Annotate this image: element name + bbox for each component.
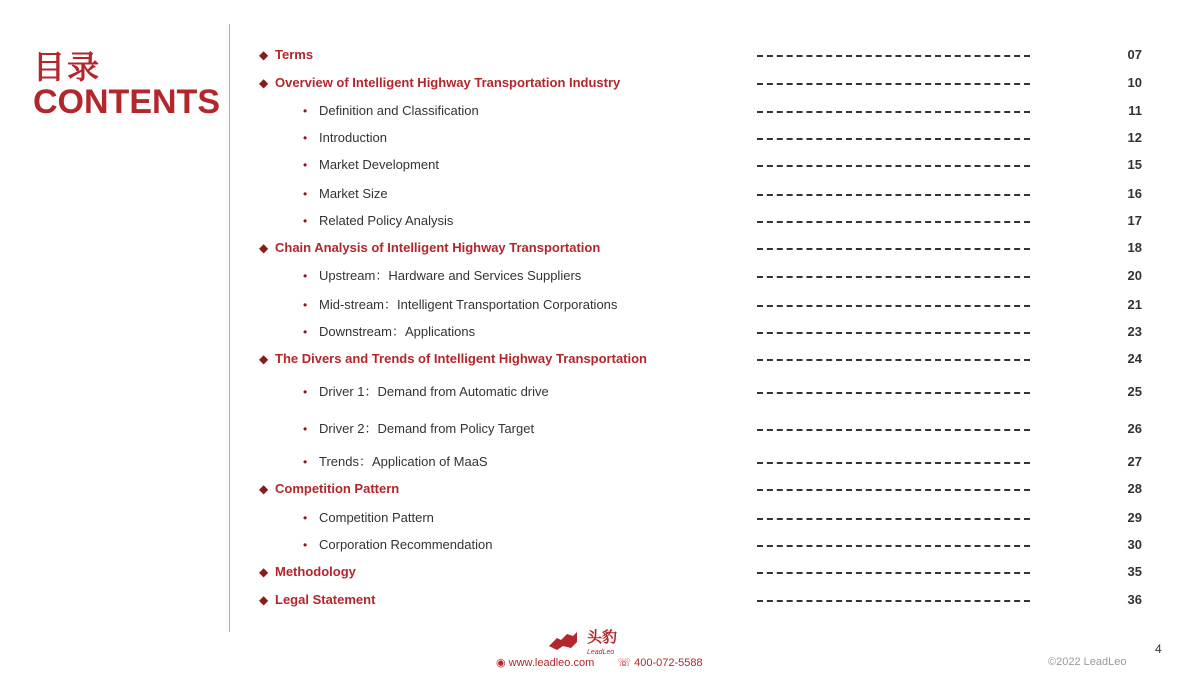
toc-page-number: 27 <box>1127 454 1142 469</box>
toc-entry-label: Competition Pattern <box>275 481 400 496</box>
dotted-leader <box>757 600 1030 602</box>
dotted-leader <box>757 462 1030 464</box>
toc-row[interactable] <box>0 184 1200 204</box>
dot-bullet-icon: • <box>303 385 308 399</box>
toc-entry-label: Definition and Classification <box>319 103 479 118</box>
toc-row[interactable] <box>0 322 1200 342</box>
toc-page-number: 28 <box>1127 481 1142 496</box>
dot-bullet-icon: • <box>303 422 308 436</box>
logo-text-en: LeadLeo <box>587 649 615 656</box>
diamond-bullet-icon: ◆ <box>259 241 269 255</box>
page-title-zh: 目录 <box>33 48 102 86</box>
toc-page-number: 18 <box>1127 240 1142 255</box>
toc-entry-label: Trends：Application of MaaS <box>319 454 488 469</box>
toc-page-number: 17 <box>1127 213 1142 228</box>
dotted-leader <box>757 392 1030 394</box>
toc-entry-label: Corporation Recommendation <box>319 537 493 552</box>
dotted-leader <box>757 55 1030 57</box>
toc-entry-label: Terms <box>275 47 314 62</box>
toc-row[interactable] <box>0 382 1200 402</box>
leadleo-logo <box>547 624 627 658</box>
dotted-leader <box>757 332 1030 334</box>
dot-bullet-icon: • <box>303 187 308 201</box>
copyright-text: ©2022 LeadLeo <box>1048 656 1127 668</box>
toc-page-number: 21 <box>1127 297 1142 312</box>
dot-bullet-icon: • <box>303 104 308 118</box>
toc-page-number: 15 <box>1127 157 1142 172</box>
dot-bullet-icon: • <box>303 158 308 172</box>
toc-row[interactable] <box>0 535 1200 555</box>
dotted-leader <box>757 572 1030 574</box>
toc-entry-label: Upstream：Hardware and Services Suppliers <box>319 268 582 283</box>
page-number: 4 <box>1155 642 1162 656</box>
dotted-leader <box>757 248 1030 250</box>
toc-row[interactable] <box>0 73 1200 93</box>
toc-page-number: 25 <box>1127 384 1142 399</box>
dotted-leader <box>757 276 1030 278</box>
toc-page-number: 07 <box>1127 47 1142 62</box>
toc-entry-label: Market Size <box>319 186 388 201</box>
leopard-icon <box>549 632 577 650</box>
toc-row[interactable] <box>0 562 1200 582</box>
toc-entry-label: Chain Analysis of Intelligent Highway Transportation <box>275 240 601 255</box>
diamond-bullet-icon: ◆ <box>259 482 269 496</box>
toc-page-number: 16 <box>1127 186 1142 201</box>
dotted-leader <box>757 221 1030 223</box>
dotted-leader <box>757 429 1030 431</box>
website-link[interactable]: ◉ www.leadleo.com <box>496 657 595 669</box>
dot-bullet-icon: • <box>303 214 308 228</box>
dot-bullet-icon: • <box>303 131 308 145</box>
dot-bullet-icon: • <box>303 325 308 339</box>
dotted-leader <box>757 545 1030 547</box>
dot-bullet-icon: • <box>303 455 308 469</box>
toc-row[interactable] <box>0 128 1200 148</box>
dot-bullet-icon: • <box>303 269 308 283</box>
toc-row[interactable] <box>0 590 1200 610</box>
dotted-leader <box>757 489 1030 491</box>
toc-entry-label: Competition Pattern <box>319 510 434 525</box>
diamond-bullet-icon: ◆ <box>259 593 269 607</box>
diamond-bullet-icon: ◆ <box>259 565 269 579</box>
dot-bullet-icon: • <box>303 511 308 525</box>
toc-entry-label: Methodology <box>275 564 356 579</box>
toc-page-number: 12 <box>1127 130 1142 145</box>
toc-row[interactable] <box>0 508 1200 528</box>
dotted-leader <box>757 194 1030 196</box>
toc-row[interactable] <box>0 155 1200 175</box>
toc-entry-label: Mid-stream：Intelligent Transportation Corporations <box>319 297 618 312</box>
diamond-bullet-icon: ◆ <box>259 48 269 62</box>
toc-entry-label: Driver 2：Demand from Policy Target <box>319 421 535 436</box>
toc-page-number: 11 <box>1128 103 1142 118</box>
toc-page-number: 24 <box>1127 351 1142 366</box>
dotted-leader <box>757 138 1030 140</box>
toc-entry-label: Introduction <box>319 130 387 145</box>
dotted-leader <box>757 359 1030 361</box>
toc-row[interactable] <box>0 452 1200 472</box>
page-title-en: CONTENTS <box>33 83 220 121</box>
diamond-bullet-icon: ◆ <box>259 76 269 90</box>
diamond-bullet-icon: ◆ <box>259 352 269 366</box>
toc-entry-label: Downstream：Applications <box>319 324 476 339</box>
toc-row[interactable] <box>0 238 1200 258</box>
dot-bullet-icon: • <box>303 538 308 552</box>
toc-entry-label: Market Development <box>319 157 439 172</box>
toc-row[interactable] <box>0 101 1200 121</box>
toc-page-number: 20 <box>1127 268 1142 283</box>
toc-entry-label: Legal Statement <box>275 592 376 607</box>
toc-page-number: 35 <box>1127 564 1142 579</box>
toc-page-number: 10 <box>1127 75 1142 90</box>
toc-page-number: 23 <box>1127 324 1142 339</box>
toc-row[interactable] <box>0 266 1200 286</box>
footer-contact <box>496 656 723 669</box>
toc-entry-label: Related Policy Analysis <box>319 213 454 228</box>
toc-page-number: 36 <box>1127 592 1142 607</box>
toc-page-number: 29 <box>1127 510 1142 525</box>
toc-row[interactable] <box>0 479 1200 499</box>
toc-row[interactable] <box>0 419 1200 439</box>
phone-number: ☏ 400-072-5588 <box>617 657 703 669</box>
dotted-leader <box>757 305 1030 307</box>
toc-row[interactable] <box>0 45 1200 65</box>
toc-entry-label: Overview of Intelligent Highway Transportation Industry <box>275 75 621 90</box>
logo-text-zh: 头豹 <box>587 628 618 646</box>
dotted-leader <box>757 518 1030 520</box>
dotted-leader <box>757 111 1030 113</box>
dotted-leader <box>757 83 1030 85</box>
toc-page-number: 26 <box>1127 421 1142 436</box>
dotted-leader <box>757 165 1030 167</box>
toc-row[interactable] <box>0 349 1200 369</box>
toc-page-number: 30 <box>1127 537 1142 552</box>
toc-row[interactable] <box>0 295 1200 315</box>
toc-row[interactable] <box>0 211 1200 231</box>
toc-entry-label: Driver 1：Demand from Automatic drive <box>319 384 549 399</box>
dot-bullet-icon: • <box>303 298 308 312</box>
toc-entry-label: The Divers and Trends of Intelligent Highway Transportation <box>275 351 647 366</box>
